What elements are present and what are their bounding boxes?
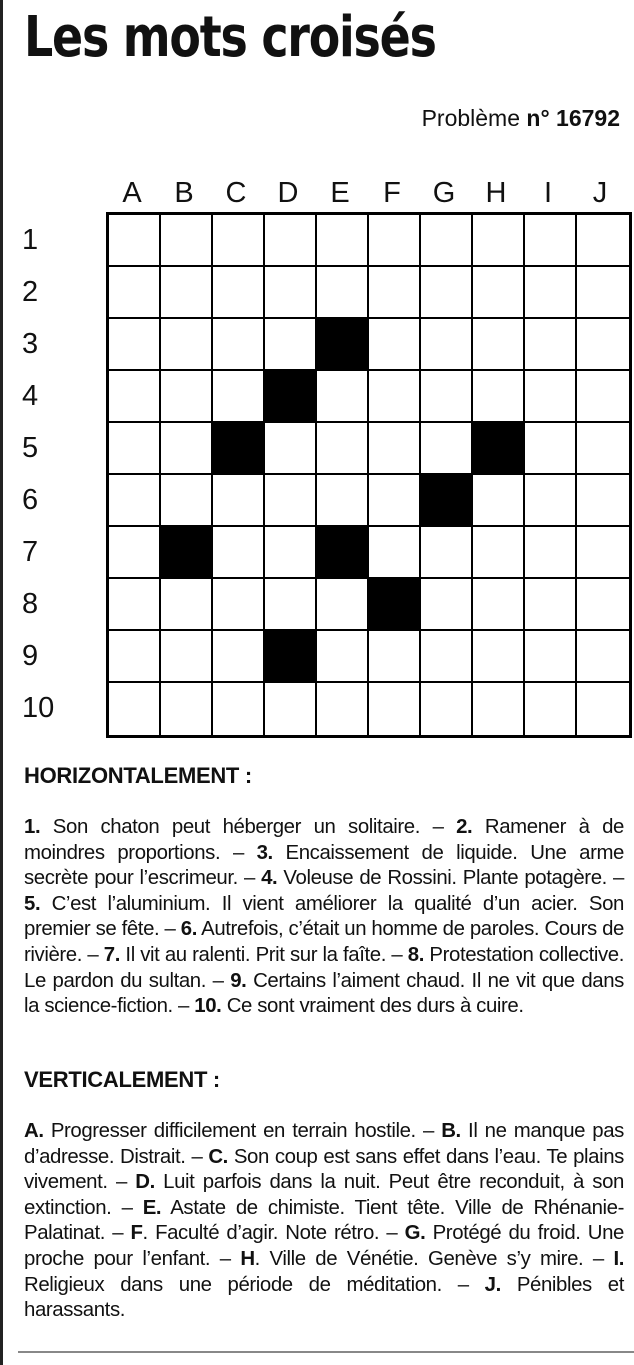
left-border-rule [0,0,3,1365]
grid-cell-b1[interactable] [161,215,213,267]
vertical-clue-number: F [130,1222,143,1245]
vertical-clue-number: E. [142,1196,162,1219]
horizontal-clue-text: Ce sont vraiment des durs à cuire. [221,995,524,1018]
grid-cell-h3[interactable] [473,319,525,371]
grid-cell-d6[interactable] [265,475,317,527]
horizontal-clue-text: Encaissement de liquide. Une arme secrète pour l’escrimeur. [24,841,624,890]
grid-cell-g7[interactable] [421,527,473,579]
vertical-clue-number: A. [24,1120,44,1142]
black-cell-f8 [369,579,421,631]
horizontal-clue [261,867,607,889]
black-cell-d4 [265,371,317,423]
vertical-clue-text: Religieux dans une période de méditation. [24,1273,442,1296]
grid-cell-g3[interactable] [421,319,473,371]
grid-cell-i2[interactable] [525,267,577,319]
column-label-a: A [122,177,142,209]
problem-label: Problème [421,105,520,131]
grid-cell-a2[interactable] [109,267,161,319]
grid-cell-j7[interactable] [577,527,629,579]
grid-cell-a3[interactable] [109,319,161,371]
vertical-clue-text: Astate de chimiste. Tient tête. Ville de Rhénanie-Palatinat. [24,1196,624,1245]
crossword-grid[interactable] [106,212,632,738]
vertical-heading: VERTICALEMENT : [24,1067,220,1092]
grid-cell-a4[interactable] [109,371,161,423]
grid-cell-i9[interactable] [525,631,577,683]
horizontal-clue [194,995,523,1017]
grid-cell-g10[interactable] [421,683,473,735]
row-label-4: 4 [22,380,39,412]
vertical-clue-text: Protégé du froid. Une proche pour l’enfant. [24,1222,624,1270]
horizontal-clue-number: 9. [230,969,247,992]
grid-cell-i7[interactable] [525,527,577,579]
grid-cell-c7[interactable] [213,527,265,579]
column-label-g: G [432,177,456,209]
horizontal-heading: HORIZONTALEMENT : [24,763,252,788]
grid-cell-f2[interactable] [369,267,421,319]
black-cell-c5 [213,423,265,475]
grid-cell-a5[interactable] [109,423,161,475]
black-cell-b7 [161,527,213,579]
grid-cell-g5[interactable] [421,423,473,475]
grid-cell-d2[interactable] [265,267,317,319]
grid-cell-e4[interactable] [317,371,369,423]
horizontal-clue-number: 3. [256,841,273,864]
horizontal-clue-number: 1. [24,816,41,838]
grid-cell-f10[interactable] [369,683,421,735]
row-label-2: 2 [22,276,39,308]
grid-cell-e9[interactable] [317,631,369,683]
grid-cell-d7[interactable] [265,527,317,579]
grid-cell-i10[interactable] [525,683,577,735]
grid-cell-c2[interactable] [213,267,265,319]
row-label-9: 9 [22,640,39,672]
grid-cell-j8[interactable] [577,579,629,631]
grid-cell-d5[interactable] [265,423,317,475]
grid-cell-b4[interactable] [161,371,213,423]
black-cell-h5 [473,423,525,475]
grid-cell-h8[interactable] [473,579,525,631]
grid-cell-f5[interactable] [369,423,421,475]
grid-cell-d3[interactable] [265,319,317,371]
grid-cell-e1[interactable] [317,215,369,267]
grid-cell-a7[interactable] [109,527,161,579]
grid-cell-h2[interactable] [473,267,525,319]
grid-cell-i3[interactable] [525,319,577,371]
horizontal-clue-number: 4. [261,867,278,890]
column-label-c: C [225,177,247,209]
grid-cell-i1[interactable] [525,215,577,267]
horizontal-clue-text: Il vit au ralenti. Prit sur la faîte. [120,943,386,966]
grid-cell-e8[interactable] [317,579,369,631]
page-title: Les mots croisés [24,5,436,70]
grid-cell-g1[interactable] [421,215,473,267]
horizontal-clue [24,816,420,838]
column-label-b: B [174,177,194,209]
grid-cell-c9[interactable] [213,631,265,683]
grid-cell-d1[interactable] [265,215,317,267]
column-label-h: H [485,177,507,209]
vertical-clue-text: Il ne manque pas d’adresse. Distrait. [24,1120,624,1168]
vertical-clue-number: J. [484,1273,501,1296]
horizontal-clue-text: C’est l’aluminium. Il vient améliorer la qualité d’un acier. Son premier se fête. [24,892,624,941]
row-label-1: 1 [22,224,39,256]
horizontal-clue-number: 7. [103,943,120,966]
black-cell-g6 [421,475,473,527]
grid-cell-d8[interactable] [265,579,317,631]
grid-cell-h1[interactable] [473,215,525,267]
grid-cell-f7[interactable] [369,527,421,579]
grid-cell-b8[interactable] [161,579,213,631]
grid-cell-a10[interactable] [109,683,161,735]
vertical-clue-text: Son coup est sans effet dans l’eau. Te plains vivement. [24,1145,624,1194]
vertical-clue-number: H [240,1247,255,1270]
grid-cell-b10[interactable] [161,683,213,735]
grid-cell-h7[interactable] [473,527,525,579]
vertical-clues: A. Progresser difficilement en terrain hostile. – B. Il ne manque pas d’adresse. Distrait. – C. Son coup est sans effet dans l’eau. Te plains vivement. – D. Luit parfois dans la nuit. Peut être reconduit, à son extinction. – E. Astate de chimiste. Tient tête. Ville de Rhénanie-Palatinat. – F. Faculté d’agir. Note rétro. – G. Protégé du froid. Une proche pour l’enfant. – H. Ville de Vénétie. Genève s’y mire. – I. Religieux dans une période de méditation. – J. Pénibles et harassants. [24,1120,624,1322]
column-label-f: F [383,177,401,209]
grid-cell-a8[interactable] [109,579,161,631]
horizontal-clue-text: Autrefois, c’était un homme de paroles. Cours de rivière. [24,918,624,966]
row-label-5: 5 [22,432,39,464]
grid-cell-b9[interactable] [161,631,213,683]
column-label-d: D [277,177,299,209]
vertical-clue-text: . Ville de Vénétie. Genève s’y mire. [254,1247,584,1270]
column-label-j: J [592,177,608,209]
grid-cell-i6[interactable] [525,475,577,527]
problem-id: n° 16792 [526,105,620,131]
grid-cell-j6[interactable] [577,475,629,527]
grid-cell-j5[interactable] [577,423,629,475]
vertical-clue [24,1120,416,1142]
horizontal-clue-number: 2. [456,816,473,838]
grid-cell-j3[interactable] [577,319,629,371]
grid-cell-h9[interactable] [473,631,525,683]
grid-cell-a1[interactable] [109,215,161,267]
bottom-divider [18,1351,634,1353]
grid-cell-c1[interactable] [213,215,265,267]
grid-cell-a9[interactable] [109,631,161,683]
black-cell-e3 [317,319,369,371]
grid-cell-a6[interactable] [109,475,161,527]
vertical-clue-text: Progresser difficilement en terrain hostile. [43,1120,416,1142]
horizontal-clue-text: Protestation collective. Le pardon du sultan. [24,943,624,992]
grid-cell-g4[interactable] [421,371,473,423]
horizontal-clue-text: Voleuse de Rossini. Plante potagère. [277,867,607,890]
horizontal-clue-number: 10. [194,995,222,1018]
grid-cell-h4[interactable] [473,371,525,423]
grid-cell-d10[interactable] [265,683,317,735]
vertical-clue [240,1248,583,1270]
row-label-10: 10 [22,692,55,724]
row-label-7: 7 [22,536,39,568]
row-label-3: 3 [22,328,39,360]
grid-cell-f6[interactable] [369,475,421,527]
row-label-8: 8 [22,588,39,620]
vertical-clue-number: C. [208,1145,228,1168]
grid-cell-f4[interactable] [369,371,421,423]
grid-cell-f1[interactable] [369,215,421,267]
vertical-clue-number: B. [441,1120,461,1142]
vertical-clue-number: D. [135,1171,155,1194]
column-label-i: I [543,177,553,209]
horizontal-clue-number: 8. [407,943,424,966]
grid-cell-f9[interactable] [369,631,421,683]
row-label-6: 6 [22,484,39,516]
grid-cell-e6[interactable] [317,475,369,527]
grid-cell-e10[interactable] [317,683,369,735]
black-cell-d9 [265,631,317,683]
grid-cell-j9[interactable] [577,631,629,683]
grid-cell-b5[interactable] [161,423,213,475]
grid-cell-g2[interactable] [421,267,473,319]
horizontal-clue [104,944,386,966]
grid-cell-g8[interactable] [421,579,473,631]
grid-cell-b2[interactable] [161,267,213,319]
vertical-clue-text: Luit parfois dans la nuit. Peut être reconduit, à son extinction. [24,1171,624,1219]
grid-cell-h6[interactable] [473,475,525,527]
grid-cell-f3[interactable] [369,319,421,371]
grid-cell-i4[interactable] [525,371,577,423]
grid-cell-j4[interactable] [577,371,629,423]
vertical-clue-text: . Faculté d’agir. Note rétro. [142,1222,380,1245]
grid-cell-c10[interactable] [213,683,265,735]
horizontal-clue-text: Ramener à de moindres proportions. [24,816,624,864]
grid-cell-c8[interactable] [213,579,265,631]
grid-cell-e5[interactable] [317,423,369,475]
grid-cell-j10[interactable] [577,683,629,735]
grid-cell-j2[interactable] [577,267,629,319]
vertical-clue-number: G. [404,1222,426,1245]
grid-cell-c4[interactable] [213,371,265,423]
vertical-clue-text: Pénibles et harassants. [24,1273,624,1322]
grid-cell-b6[interactable] [161,475,213,527]
horizontal-clue-text: Son chaton peut héberger un solitaire. [40,816,420,838]
grid-cell-c6[interactable] [213,475,265,527]
horizontal-clue-number: 5. [24,892,41,915]
grid-cell-j1[interactable] [577,215,629,267]
vertical-clue [130,1222,379,1244]
grid-cell-b3[interactable] [161,319,213,371]
grid-cell-i5[interactable] [525,423,577,475]
grid-cell-c3[interactable] [213,319,265,371]
grid-cell-g9[interactable] [421,631,473,683]
black-cell-e7 [317,527,369,579]
grid-cell-h10[interactable] [473,683,525,735]
column-label-e: E [330,177,350,209]
grid-cell-e2[interactable] [317,267,369,319]
grid-cell-i8[interactable] [525,579,577,631]
horizontal-clue-number: 6. [180,918,197,941]
problem-number [422,104,620,132]
horizontal-clues: 1. Son chaton peut héberger un solitaire. – 2. Ramener à de moindres proportions. – 3. Encaissement de liquide. Une arme secrète pour l’escrimeur. – 4. Voleuse de Rossini. Plante potagère. – 5. C’est l’aluminium. Il vient améliorer la qualité d’un acier. Son premier se fête. – 6. Autrefois, c’était un homme de paroles. Cours de rivière. – 7. Il vit au ralenti. Prit sur la faîte. – 8. Protestation collective. Le pardon du sultan. – 9. Certains l’aiment chaud. Il ne vit que dans la science-fiction. – 10. Ce sont vraiment des durs à cuire. [24,816,624,1018]
vertical-clue-number: I. [613,1247,624,1270]
horizontal-clue-text: Certains l’aiment chaud. Il ne vit que dans la science-fiction. [24,969,624,1018]
